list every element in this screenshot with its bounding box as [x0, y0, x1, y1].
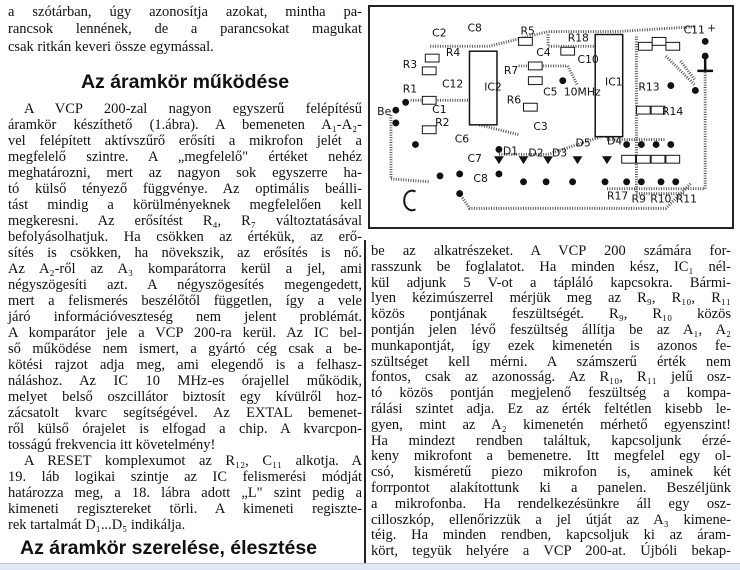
diode-symbol: [519, 156, 529, 164]
component-label: IC2: [484, 80, 502, 94]
resistor-symbol: [666, 42, 680, 50]
text-line: tó külső tényező függvénye. Az optimális beálli-: [8, 181, 362, 197]
diode-symbol: [494, 156, 504, 164]
text-line: ről külső órajelet is elfogad a chip. A kvarcpon-: [8, 421, 362, 437]
text-line: munkapontját, így ezek kimenetén is azonos fe-: [371, 337, 731, 354]
microphone-icon: [404, 191, 415, 211]
text-line: tást mindig a körülményeknek megfelelően kell: [8, 197, 362, 213]
component-label: C8: [473, 171, 488, 185]
solder-pad: [437, 172, 444, 179]
pcb-trace: [666, 56, 695, 85]
column-divider: [364, 240, 366, 569]
text-line: téig. Ha minden rendben, kapcsoljuk ki az áram-: [371, 527, 731, 544]
component-label: R3: [402, 57, 418, 71]
text-line: tosságú frekvencia itt követelmény!: [8, 437, 216, 453]
resistor-symbol: [652, 37, 666, 45]
text-line: befolyásolhatjuk. Ha csökken az értékük, az erő-: [8, 229, 362, 245]
resistor-symbol: [422, 67, 436, 75]
diode-symbol: [602, 156, 612, 164]
component-label: C4: [536, 46, 551, 60]
component-label: R6: [506, 93, 522, 107]
component-label: R11: [675, 192, 697, 206]
component-label: IC1: [605, 75, 623, 89]
component-label: C7: [467, 152, 482, 166]
resistor-symbol: [425, 54, 439, 62]
solder-pad: [653, 141, 660, 148]
resistor-symbol: [636, 155, 650, 163]
solder-pad: [412, 141, 419, 148]
component-label: 10MHz: [563, 85, 601, 99]
component-label: D1: [502, 144, 519, 158]
solder-pad: [667, 141, 674, 148]
text-line: Ha mindezt rendben találtuk, kapcsoljunk érzé-: [371, 432, 731, 449]
text-line: rek tartalmát D₁...D₅ indikálja.: [8, 517, 186, 533]
solder-pad: [496, 146, 503, 153]
text-line: A RESET komplexumot az R₁₂, C₁₁ alkotja. A: [24, 453, 362, 469]
solder-pad: [520, 178, 527, 185]
solder-pad: [569, 178, 576, 185]
component-label: C3: [533, 119, 548, 133]
component-label: D2: [528, 146, 544, 160]
text-line: kimeneti regisztereket törli. A kimeneti regiszte-: [8, 501, 362, 517]
text-line: kötési rajzot adja meg, ami elegendő is a felhasz-: [8, 357, 362, 373]
solder-pad: [702, 38, 709, 45]
text-line: tó közös pontján megjelenő feszültség a kompa-: [371, 385, 731, 402]
solder-pad: [392, 119, 399, 126]
pcb-trace: [519, 66, 578, 86]
text-line: A VCP 200-zal nagyon egyszerű felépítésű: [24, 101, 362, 117]
text-line: a szótárban, úgy azonosítja azokat, mintha pa-: [8, 4, 362, 20]
text-line: fontos, csak az azonosság. Az R₁₀, R₁₁ jelű osz-: [371, 369, 731, 386]
solder-pad: [692, 87, 699, 94]
text-line: cilloszkóp, ellenőrizzük a jel útját az A₃ kimene-: [371, 511, 731, 528]
text-line: rálási szintet adja. Ez az érték feltétlen kisebb le-: [371, 400, 731, 417]
solder-pad: [672, 178, 679, 185]
text-line: pontján jelen lévő feszültség állítja be az A₁, A₂: [371, 321, 731, 338]
pcb-trace: [681, 61, 696, 81]
component-label: C12: [441, 77, 464, 91]
component-label: D3: [551, 146, 568, 160]
component-label: +: [707, 21, 717, 35]
text-line: sítés is csökken, ha növekszik, az erősítés is nő.: [8, 245, 362, 261]
component-label: C5: [543, 85, 558, 99]
component-label: R7: [503, 63, 519, 77]
component-label: R9: [631, 192, 646, 206]
solder-pad: [667, 82, 674, 89]
component-label: R17: [606, 189, 629, 203]
text-line: náláshoz. Az IC 10 MHz-es órajellel működik,: [8, 373, 362, 389]
text-line: négyszögesíti azt. A négyszögesítés megengedett,: [8, 277, 362, 293]
solder-pad: [602, 178, 609, 185]
solder-pad: [402, 99, 409, 106]
component-label: R13: [638, 80, 660, 94]
resistor-symbol: [528, 62, 542, 70]
text-line: forrpontot alakítottunk ki a panelen. Beszéljünk: [371, 479, 731, 496]
component-label: R10: [650, 192, 672, 206]
text-line: csak ritkán keveri össze egymással.: [8, 38, 214, 55]
ground-icon: [697, 56, 713, 71]
text-line: rasszunk be foglalatot. Ha minden kész, IC₁ nél-: [371, 258, 731, 275]
solder-pad: [543, 178, 550, 185]
text-line: A komparátor jele a VCP 200-ra kerül. Az IC bel-: [8, 325, 362, 341]
resistor-symbol: [651, 155, 665, 163]
component-label: C2: [432, 26, 447, 40]
text-line: kül adjunk 5 V-ot a tápláló kapcsokra. Bármi-: [371, 274, 731, 291]
text-line: zácsatolt kvarc segítségével. Az EXTAL bemenet-: [8, 405, 362, 421]
text-line: vel felépített aktívszűrő erősíti a mikrofon jelét a: [8, 133, 362, 149]
component-label: D4: [606, 134, 623, 148]
resistor-symbol: [528, 77, 542, 85]
component-label: R14: [661, 105, 684, 119]
diode-symbol: [573, 156, 583, 164]
component-label: D5: [575, 136, 591, 150]
text-line: áramkör készíthető (1.ábra). A bemeneten A₁-A₂-: [8, 117, 362, 133]
component-label: R4: [445, 46, 461, 60]
solder-pad: [392, 107, 399, 114]
text-line: lyen kézimúszerrel mérjük meg az R₉, R₁₀, R₁₁: [371, 290, 731, 307]
text-line: mert a felismerés beszélőtől független, így a vele: [8, 293, 362, 309]
component-label: C6: [454, 132, 470, 146]
text-line: rancsok lennének, de a parancsokat magukat: [8, 21, 362, 38]
component-label: R2: [435, 115, 450, 129]
component-label: R1: [402, 82, 418, 96]
solder-pad: [559, 77, 566, 84]
operation-body: [8, 101, 362, 533]
component-label: R5: [520, 24, 535, 38]
text-line: megfelelő szintre. A „megfelelő" értéket nehéz: [8, 149, 362, 165]
text-line: be az alkatrészeket. A VCP 200 számára for-: [371, 243, 731, 259]
component-label: R18: [567, 31, 589, 45]
text-line: közös pontjának feszültségét. R₉, R₁₀ közös: [371, 306, 731, 323]
solder-pad: [638, 141, 645, 148]
solder-pad: [623, 141, 630, 148]
text-line: csó, kisméretű piezo mikrofon is, aminek két: [371, 464, 731, 481]
circuit-board-figure: [368, 5, 734, 229]
solder-pad: [658, 178, 665, 185]
text-line: 19. láb logikai szintje az IC felismerési módját: [8, 469, 362, 485]
section-heading-assembly: Az áramkör szerelése, élesztése: [20, 537, 318, 559]
text-line: meghatározni, mert az nagyon sok egyszerre ha-: [8, 165, 362, 181]
solder-pad: [456, 171, 463, 178]
component-label: C11: [683, 23, 705, 37]
resistor-symbol: [561, 47, 575, 55]
text-line: melyet belső oszcillátor biztosít egy kívülről hoz-: [8, 389, 362, 405]
component-label: C10: [577, 52, 599, 66]
resistor-symbol: [666, 155, 680, 163]
right-column: [371, 244, 731, 560]
pcb-layout-drawing: [370, 7, 732, 227]
resistor-symbol: [636, 106, 650, 114]
left-column: [8, 4, 362, 56]
solder-pad: [496, 171, 503, 178]
resistor-symbol: [524, 103, 538, 111]
text-line: a mikrofonba. Ha rendelkezésünkre áll egy osz-: [371, 495, 731, 512]
component-label: C1: [432, 103, 447, 117]
text-line: gyen, mint az A₂ kimenetén mérhető egyenszint!: [371, 416, 731, 433]
solder-pad: [456, 190, 463, 197]
resistor-symbol: [519, 37, 533, 45]
component-label: C8: [467, 21, 482, 35]
text-line: kört, tegyük helyére a VCP 200-at. Újbóli bekap-: [371, 543, 731, 560]
text-line: határozza meg, a 18. lábra adott „L" szint pedig a: [8, 485, 362, 501]
resistor-symbol: [638, 42, 652, 50]
text-line: Az A₂-ről az A₃ komparátorra kerül a jel, ami: [8, 261, 362, 277]
text-line: keny mikrofont a bemenetre. Itt megfelel egy ol-: [371, 448, 731, 465]
solder-pad: [623, 178, 630, 185]
text-line: szültséget kell mérni. A számszerű érték nem: [371, 353, 731, 370]
text-line: ső működése nem ismert, a gyártó cég csak a be-: [8, 341, 362, 357]
component-label: Be: [377, 105, 392, 119]
resistor-symbol: [422, 126, 436, 134]
resistor-symbol: [622, 155, 636, 163]
text-line: megkeresni. Az erősítést R₄, R₇ változtatásával: [8, 213, 362, 229]
section-heading-operation: Az áramkör működése: [80, 71, 290, 93]
text-line: járó információveszteség nem jelent problémát.: [8, 309, 362, 325]
solder-pad: [638, 178, 645, 185]
